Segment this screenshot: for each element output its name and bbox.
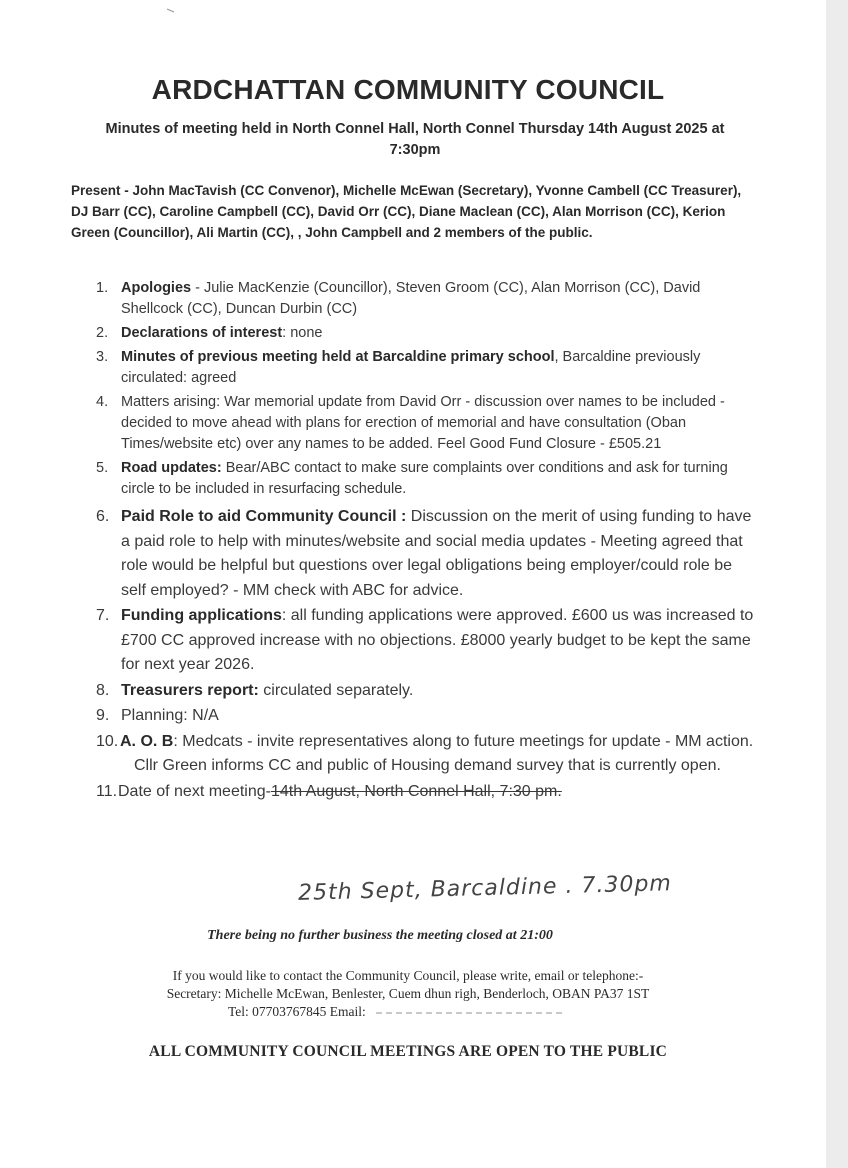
struck-out-date: 14th August, North Connel Hall, 7:30 pm. <box>270 782 562 800</box>
page-edge <box>826 0 848 1168</box>
pen-mark <box>166 8 176 14</box>
list-item: 9. Planning: N/A <box>96 707 219 724</box>
contact-line-2: Secretary: Michelle McEwan, Benlester, Cuem dhun righ, Benderloch, OBAN PA37 1ST <box>166 986 650 1001</box>
list-item: 5. Road updates: Bear/ABC contact to make sure complaints over conditions and ask for turning circle to be included in resurfacing schedule. <box>96 460 728 497</box>
list-item: 10. A. O. B: Medcats - invite representatives along to future meetings for update - MM action. Cllr Green informs CC and public of Housing demand survey that is currently open. <box>96 732 754 774</box>
subtitle-line-2: 7:30pm <box>389 142 441 158</box>
handwritten-next-meeting: 25th Sept, Barcaldine . 7.30pm <box>297 871 673 906</box>
list-item: 6. Paid Role to aid Community Council : Discussion on the merit of using funding to have a paid role to help with minutes/website and social media updates - Meeting agreed that role would be helpful but questions over legal obligations being employer/could role be self employed? - MM check with ABC for advice. <box>96 508 752 599</box>
list-item: 2. Declarations of interest: none <box>96 325 323 341</box>
list-item: 7. Funding applications: all funding applications were approved. £600 us was increased to £700 CC approved increase with no objections. £8000 yearly budget to be kept the same for next year 2026. <box>96 607 754 673</box>
list-item: 4. Matters arising: War memorial update from David Orr - discussion over names to be included - decided to move ahead with plans for erection of memorial and have consultation (Oban Times/website etc) over any names to be added. Feel Good Fund Closure - £505.21 <box>96 394 725 452</box>
list-item: 1. Apologies - Julie MacKenzie (Councillor), Steven Groom (CC), Alan Morrison (CC), David Shellcock (CC), Duncan Durbin (CC) <box>96 280 701 317</box>
minutes-list <box>96 278 756 805</box>
page-title: ARDCHATTAN COMMUNITY COUNCIL <box>151 74 665 105</box>
redacted-email <box>376 1012 566 1014</box>
attendees-paragraph: Present - John MacTavish (CC Convenor), Michelle McEwan (Secretary), Yvonne Cambell (CC Treasurer), DJ Barr (CC), Caroline Campbell (CC), David Orr (CC), Diane Maclean (CC), Alan Morrison (CC), Kerion Green (Councillor), Ali Martin (CC), , John Campbell and 2 members of the public. <box>71 183 742 240</box>
list-item: 3. Minutes of previous meeting held at Barcaldine primary school, Barcaldine previously circulated: agreed <box>96 349 701 386</box>
subtitle-line-1: Minutes of meeting held in North Connel Hall, North Connel Thursday 14th August 2025 at <box>105 121 725 137</box>
list-item: 8. Treasurers report: circulated separately. <box>96 681 414 699</box>
list-item: 11. Date of next meeting-14th August, North Connel Hall, 7:30 pm. <box>96 782 562 800</box>
meeting-subtitle <box>70 119 760 161</box>
footer-notice: ALL COMMUNITY COUNCIL MEETINGS ARE OPEN TO THE PUBLIC <box>148 1043 668 1060</box>
closing-statement: There being no further business the meeting closed at 21:00 <box>207 928 553 943</box>
contact-block <box>128 967 688 1021</box>
contact-line-3: Tel: 07703767845 Email: <box>128 1003 688 1021</box>
contact-line-1: If you would like to contact the Community Council, please write, email or telephone:- <box>172 968 644 983</box>
